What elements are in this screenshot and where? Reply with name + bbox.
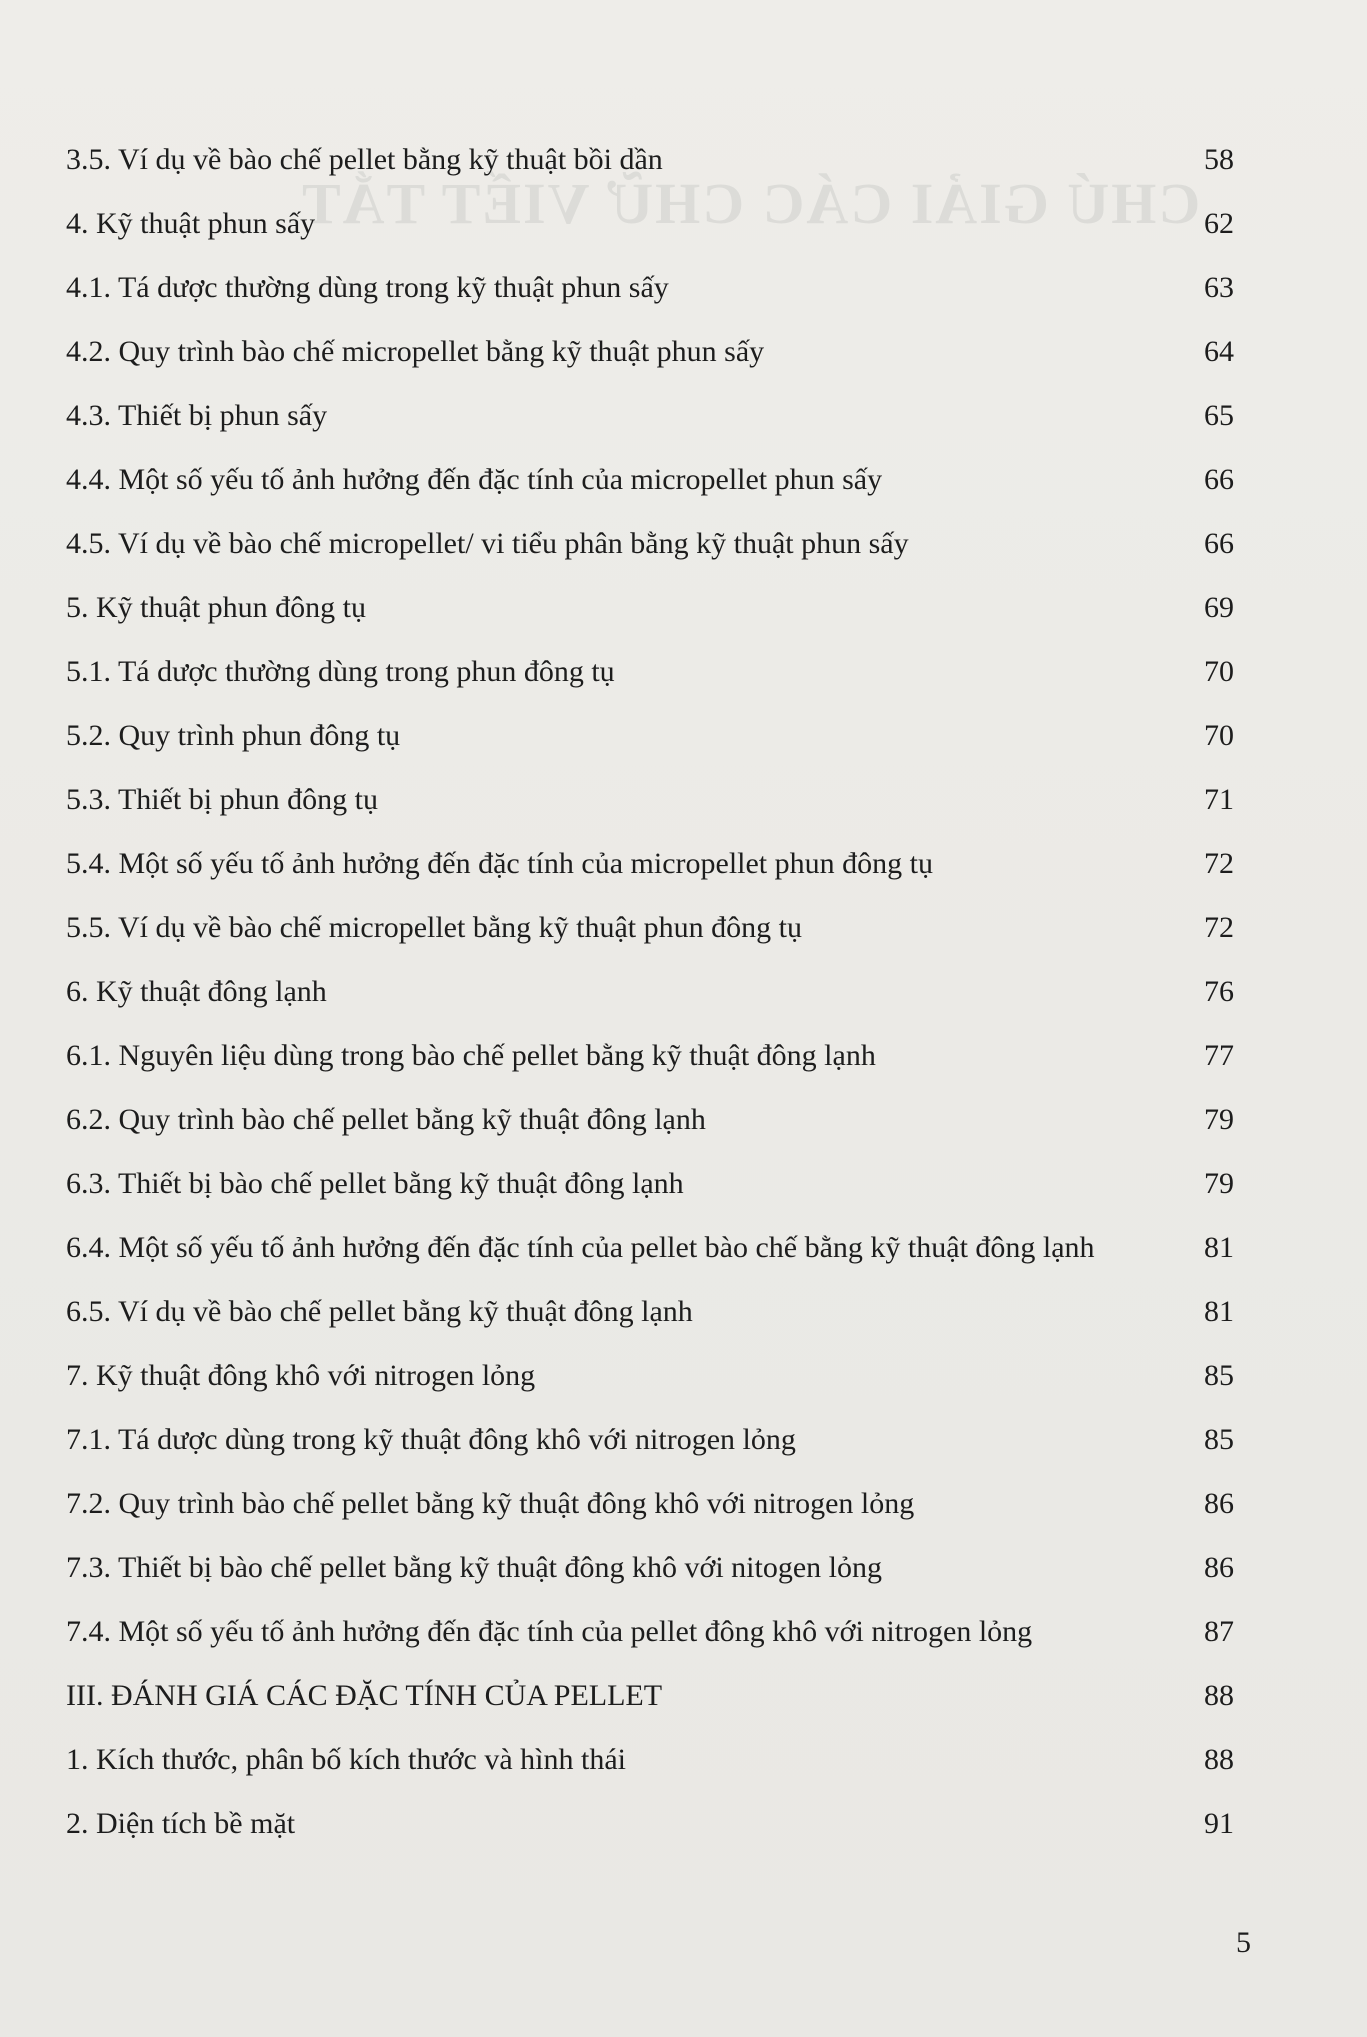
toc-entry-page: 62 [1204, 207, 1234, 240]
toc-entry-title: 5.5. Ví dụ về bào chế micropellet bằng kỹ thuật phun đông tụ [66, 911, 802, 944]
toc-section-heading: III. ĐÁNH GIÁ CÁC ĐẶC TÍNH CỦA PELLET [66, 1679, 663, 1712]
toc-entry-title: 5.1. Tá dược thường dùng trong phun đông tụ [66, 655, 615, 688]
toc-entry-page: 69 [1204, 591, 1234, 624]
toc-entry-title: 4.2. Quy trình bào chế micropellet bằng kỹ thuật phun sấy [66, 335, 765, 368]
toc-entry-title: 5.3. Thiết bị phun đông tụ [66, 783, 378, 816]
toc-entry[interactable] [66, 522, 1234, 566]
toc-entry-page: 85 [1204, 1423, 1234, 1456]
toc-entry-title: 7.4. Một số yếu tố ảnh hưởng đến đặc tính của pellet đông khô với nitrogen lỏng [66, 1615, 1033, 1648]
toc-entry-title: 4. Kỹ thuật phun sấy [66, 207, 316, 240]
toc-entry-page: 70 [1204, 719, 1234, 752]
toc-entry-title: 7.1. Tá dược dùng trong kỹ thuật đông khô với nitrogen lỏng [66, 1423, 796, 1456]
toc-entry[interactable] [66, 138, 1234, 182]
toc-entry[interactable] [66, 1802, 1234, 1846]
toc-entry-title: 6.4. Một số yếu tố ảnh hưởng đến đặc tính của pellet bào chế bằng kỹ thuật đông lạnh [66, 1231, 1095, 1264]
toc-entry-page: 85 [1204, 1359, 1234, 1392]
toc-entry[interactable] [66, 906, 1234, 950]
toc-entry-page: 58 [1204, 143, 1234, 176]
toc-entry[interactable] [66, 1354, 1234, 1398]
toc-entry-page: 64 [1204, 335, 1234, 368]
toc-entry-title: 5. Kỹ thuật phun đông tụ [66, 591, 366, 624]
toc-entry[interactable] [66, 714, 1234, 758]
toc-entry[interactable] [66, 1162, 1234, 1206]
toc-entry-title: 5.4. Một số yếu tố ảnh hưởng đến đặc tính của micropellet phun đông tụ [66, 847, 933, 880]
toc-entry-page: 72 [1204, 847, 1234, 880]
toc-entry[interactable] [66, 778, 1234, 822]
toc-entry-page: 87 [1204, 1615, 1234, 1648]
toc-entry-title: 3.5. Ví dụ về bào chế pellet bằng kỹ thuật bồi dần [66, 143, 663, 176]
toc-entry-title: 1. Kích thước, phân bố kích thước và hình thái [66, 1743, 626, 1776]
table-of-contents [66, 138, 1234, 1866]
toc-entry-page: 72 [1204, 911, 1234, 944]
toc-entry[interactable] [66, 394, 1234, 438]
toc-entry-title: 6.1. Nguyên liệu dùng trong bào chế pellet bằng kỹ thuật đông lạnh [66, 1039, 876, 1072]
toc-entry[interactable] [66, 202, 1234, 246]
toc-entry-title: 7. Kỹ thuật đông khô với nitrogen lỏng [66, 1359, 536, 1392]
toc-entry-page: 70 [1204, 655, 1234, 688]
toc-entry-page: 79 [1204, 1103, 1234, 1136]
toc-entry[interactable] [66, 1482, 1234, 1526]
toc-entry[interactable] [66, 1098, 1234, 1142]
toc-entry-title: 6.3. Thiết bị bào chế pellet bằng kỹ thuật đông lạnh [66, 1167, 684, 1200]
toc-entry-page: 66 [1204, 527, 1234, 560]
toc-entry[interactable] [66, 650, 1234, 694]
toc-entry[interactable] [66, 1674, 1234, 1718]
toc-entry-page: 63 [1204, 271, 1234, 304]
toc-entry-page: 91 [1204, 1807, 1234, 1840]
toc-entry[interactable] [66, 1546, 1234, 1590]
toc-entry[interactable] [66, 1226, 1234, 1270]
toc-entry-title: 2. Diện tích bề mặt [66, 1807, 296, 1840]
toc-entry-title: 4.1. Tá dược thường dùng trong kỹ thuật phun sấy [66, 271, 669, 304]
toc-entry[interactable] [66, 458, 1234, 502]
toc-entry-title: 6. Kỹ thuật đông lạnh [66, 975, 327, 1008]
bleed-through-heading: CHÚ GIẢI CÁC CHỮ VIẾT TẮT [300, 171, 1201, 236]
toc-entry-title: 4.4. Một số yếu tố ảnh hưởng đến đặc tính của micropellet phun sấy [66, 463, 883, 496]
toc-entry-page: 88 [1204, 1679, 1234, 1712]
toc-entry-page: 77 [1204, 1039, 1234, 1072]
toc-entry-page: 71 [1204, 783, 1234, 816]
toc-entry-title: 4.3. Thiết bị phun sấy [66, 399, 328, 432]
toc-entry-page: 81 [1204, 1231, 1234, 1264]
toc-entry-title: 6.5. Ví dụ về bào chế pellet bằng kỹ thuật đông lạnh [66, 1295, 693, 1328]
toc-entry-page: 76 [1204, 975, 1234, 1008]
toc-entry-page: 88 [1204, 1743, 1234, 1776]
toc-entry[interactable] [66, 1290, 1234, 1334]
toc-entry-page: 86 [1204, 1551, 1234, 1584]
toc-entry-page: 66 [1204, 463, 1234, 496]
toc-entry[interactable] [66, 330, 1234, 374]
toc-entry-title: 7.3. Thiết bị bào chế pellet bằng kỹ thuật đông khô với nitogen lỏng [66, 1551, 883, 1584]
toc-entry[interactable] [66, 1738, 1234, 1782]
page-number: 5 [1236, 1926, 1251, 1959]
toc-entry[interactable] [66, 1418, 1234, 1462]
toc-entry-title: 4.5. Ví dụ về bào chế micropellet/ vi tiểu phân bằng kỹ thuật phun sấy [66, 527, 909, 560]
toc-entry-page: 86 [1204, 1487, 1234, 1520]
toc-entry[interactable] [66, 1610, 1234, 1654]
toc-entry-page: 79 [1204, 1167, 1234, 1200]
toc-entry-title: 5.2. Quy trình phun đông tụ [66, 719, 401, 752]
toc-entry[interactable] [66, 842, 1234, 886]
toc-entry-page: 81 [1204, 1295, 1234, 1328]
toc-entry[interactable] [66, 970, 1234, 1014]
toc-entry-title: 6.2. Quy trình bào chế pellet bằng kỹ thuật đông lạnh [66, 1103, 706, 1136]
toc-entry[interactable] [66, 266, 1234, 310]
toc-entry[interactable] [66, 586, 1234, 630]
toc-entry[interactable] [66, 1034, 1234, 1078]
toc-entry-title: 7.2. Quy trình bào chế pellet bằng kỹ thuật đông khô với nitrogen lỏng [66, 1487, 915, 1520]
toc-entry-page: 65 [1204, 399, 1234, 432]
